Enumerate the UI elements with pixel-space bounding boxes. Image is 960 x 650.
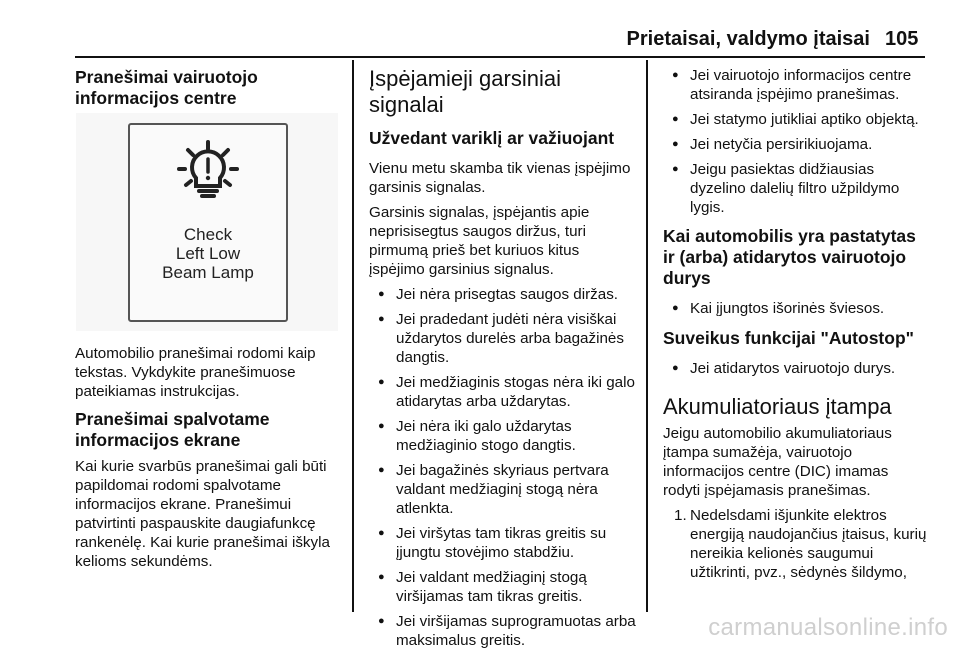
- section-title: Prietaisai, valdymo įtaisai: [626, 28, 870, 50]
- dic-display-panel: [128, 123, 288, 322]
- panel-line: Left Low: [175, 244, 241, 263]
- paragraph: Automobilio pranešimai rodomi kaip tekstas. Vykdykite pranešimuose pateikiamas instrukcijas.: [75, 345, 316, 400]
- list-item: ● Jeigu pasiektas didžiausias dyzelino dalelių filtro užpildymo lygis.: [663, 160, 928, 217]
- list-item: ● Jei viršytas tam tikras greitis su įjungtu stovėjimo stabdžiu.: [369, 524, 637, 562]
- list-item: ● Jei viršijamas suprogramuotas arba maksimalus greitis.: [369, 612, 637, 650]
- page-number: 105: [885, 28, 919, 50]
- list-item: ● Jei nėra iki galo uždarytas medžiaginio stogo dangtis.: [369, 417, 637, 455]
- heading-warning-chimes: Įspėjamieji garsiniai signalai: [369, 66, 561, 117]
- page-header: [0, 0, 960, 60]
- list-item: ● Jei valdant medžiaginį stogą viršijamas tam tikras greitis.: [369, 568, 637, 606]
- heading-autostop: Suveikus funkcijai "Autostop": [663, 328, 914, 348]
- list-item: ● Jei vairuotojo informacijos centre atsiranda įspėjimo pranešimas.: [663, 66, 928, 104]
- list-item: ● Jei medžiaginis stogas nėra iki galo atidarytas arba uždarytas.: [369, 373, 637, 411]
- step-text: Nedelsdami išjunkite elektros energiją naudojančius įtaisus, kurių nereikia kelionės saugumui užtikrinti, pvz., sėdynės šildymo,: [690, 507, 927, 581]
- bullet-list: [663, 66, 928, 217]
- heading-color-display-messages: Pranešimai spalvotame informacijos ekrane: [75, 409, 270, 450]
- subheading-starting-driving: Užvedant variklį ar važiuojant: [369, 128, 615, 148]
- panel-line: Check: [183, 225, 233, 244]
- column-2: [369, 60, 637, 650]
- heading-parked-door-open: Kai automobilis yra pastatytas ir (arba) atidarytos vairuotojo durys: [663, 226, 916, 288]
- header-rule: [75, 56, 925, 58]
- list-item: ● Jei atidarytos vairuotojo durys.: [663, 359, 928, 378]
- step-number: 1.: [674, 507, 687, 524]
- numbered-step: [663, 506, 928, 582]
- message-figure: [76, 113, 338, 331]
- paragraph: Kai kurie svarbūs pranešimai gali būti papildomai rodomi spalvotame informacijos ekrane. Pranešimui patvirtinti paspauskite daugiafunkcę rankenėlę. Kai kurie pranešimai iškyla kelioms sekundėms.: [75, 458, 330, 570]
- panel-line: Beam Lamp: [162, 263, 254, 282]
- column-divider-2: [646, 60, 648, 612]
- watermark: carmanualsonline.info: [708, 614, 948, 641]
- column-divider-1: [352, 60, 354, 612]
- list-item: ● Jei statymo jutikliai aptiko objektą.: [663, 110, 928, 129]
- list-item: ● Jei pradedant judėti nėra visiškai uždarytos durelės arba bagažinės dangtis.: [369, 310, 637, 367]
- bullet-list: [369, 285, 637, 650]
- panel-message: [130, 225, 286, 282]
- list-item: ● Kai įjungtos išorinės šviesos.: [663, 299, 928, 318]
- paragraph: Garsinis signalas, įspėjantis apie neprisisegtus saugos diržus, turi pirmumą prieš bet kuriuos kitus įspėjimo garsinius signalus.: [369, 204, 590, 278]
- column-3: [663, 60, 928, 582]
- paragraph: Jeigu automobilio akumuliatoriaus įtampa sumažėja, vairuotojo informacijos centre (DIC) imamas rodyti įspėjamasis pranešimas.: [663, 425, 892, 499]
- low-beam-lamp-warning-icon: [130, 125, 286, 215]
- column-1: [75, 60, 343, 109]
- paragraph: Vienu metu skamba tik vienas įspėjimo garsinis signalas.: [369, 160, 631, 196]
- list-item: ● Jei nėra prisegtas saugos diržas.: [369, 285, 637, 304]
- list-item: ● Jei netyčia persirikiuojama.: [663, 135, 928, 154]
- column-1-lower: [75, 344, 343, 571]
- heading-dic-messages: Pranešimai vairuotojo informacijos centre: [75, 67, 258, 108]
- heading-battery-voltage: Akumuliatoriaus įtampa: [663, 394, 892, 419]
- list-item: ● Jei bagažinės skyriaus pertvara valdant medžiaginį stogą nėra atlenkta.: [369, 461, 637, 518]
